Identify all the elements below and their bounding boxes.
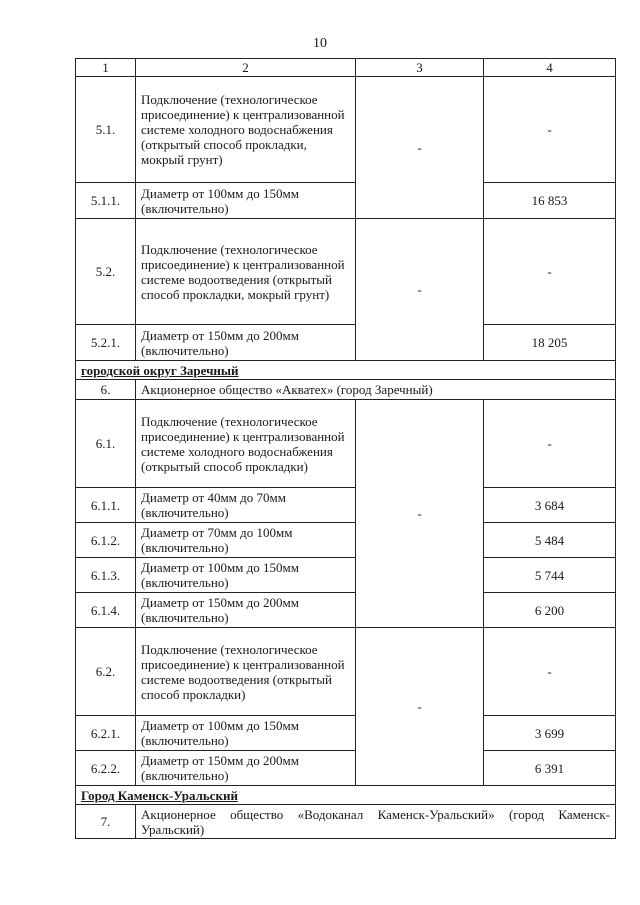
table-row xyxy=(76,628,616,716)
row-tariff-value: 5 484 xyxy=(484,523,616,558)
organization-row xyxy=(76,805,616,839)
row-number: 6.2.2. xyxy=(76,751,136,786)
row-number: 6.1.2. xyxy=(76,523,136,558)
row-number: 6.1.4. xyxy=(76,593,136,628)
row-col3-value: - xyxy=(356,400,484,628)
header-cell-4: 4 xyxy=(484,59,616,77)
row-number: 6.2. xyxy=(76,628,136,716)
row-description: Диаметр от 100мм до 150мм (включительно) xyxy=(136,558,356,593)
row-col4-value: - xyxy=(484,219,616,325)
row-col3-value: - xyxy=(356,219,484,361)
row-description: Диаметр от 100мм до 150мм (включительно) xyxy=(136,716,356,751)
table-row xyxy=(76,593,616,628)
row-tariff-value: 3 684 xyxy=(484,488,616,523)
tariff-table xyxy=(75,58,616,839)
row-number: 6.1. xyxy=(76,400,136,488)
row-description: Диаметр от 150мм до 200мм (включительно) xyxy=(136,751,356,786)
section-row xyxy=(76,786,616,805)
table-row xyxy=(76,183,616,219)
header-cell-3: 3 xyxy=(356,59,484,77)
row-description: Подключение (технологическое присоединение) к централизованной системе холодного водоснабжения (открытый способ прокладки) xyxy=(136,400,356,488)
row-number: 6. xyxy=(76,380,136,400)
row-col3-value: - xyxy=(356,77,484,219)
table-row xyxy=(76,400,616,488)
row-tariff-value: 3 699 xyxy=(484,716,616,751)
row-description: Подключение (технологическое присоединение) к централизованной системе холодного водоснабжения (открытый способ прокладки, мокрый грунт) xyxy=(136,77,356,183)
row-number: 5.1.1. xyxy=(76,183,136,219)
row-description: Диаметр от 70мм до 100мм (включительно) xyxy=(136,523,356,558)
section-title: Город Каменск-Уральский xyxy=(76,786,616,805)
table-row xyxy=(76,751,616,786)
row-description: Диаметр от 100мм до 150мм (включительно) xyxy=(136,183,356,219)
table-row xyxy=(76,488,616,523)
row-tariff-value: 18 205 xyxy=(484,325,616,361)
header-cell-2: 2 xyxy=(136,59,356,77)
row-description: Диаметр от 150мм до 200мм (включительно) xyxy=(136,325,356,361)
header-cell-1: 1 xyxy=(76,59,136,77)
table-row xyxy=(76,523,616,558)
row-number: 6.1.3. xyxy=(76,558,136,593)
row-description: Подключение (технологическое присоединение) к централизованной системе водоотведения (открытый способ прокладки, мокрый грунт) xyxy=(136,219,356,325)
table-row xyxy=(76,558,616,593)
row-number: 5.2. xyxy=(76,219,136,325)
row-description: Подключение (технологическое присоединение) к централизованной системе водоотведения (открытый способ прокладки) xyxy=(136,628,356,716)
table-row xyxy=(76,325,616,361)
organization-name: Акционерное общество «Акватех» (город Заречный) xyxy=(136,380,616,400)
page-number: 10 xyxy=(313,36,327,51)
row-description: Диаметр от 150мм до 200мм (включительно) xyxy=(136,593,356,628)
table-row xyxy=(76,77,616,183)
table-row xyxy=(76,219,616,325)
organization-name: Акционерное общество «Водоканал Каменск-Уральский» (город Каменск-Уральский) xyxy=(136,805,616,839)
row-number: 6.1.1. xyxy=(76,488,136,523)
row-tariff-value: 16 853 xyxy=(484,183,616,219)
table-header-row xyxy=(76,59,616,77)
row-number: 5.2.1. xyxy=(76,325,136,361)
row-col4-value: - xyxy=(484,628,616,716)
row-col4-value: - xyxy=(484,400,616,488)
row-tariff-value: 6 200 xyxy=(484,593,616,628)
row-col4-value: - xyxy=(484,77,616,183)
row-tariff-value: 5 744 xyxy=(484,558,616,593)
row-number: 5.1. xyxy=(76,77,136,183)
section-row xyxy=(76,361,616,380)
row-number: 6.2.1. xyxy=(76,716,136,751)
table-row xyxy=(76,716,616,751)
row-description: Диаметр от 40мм до 70мм (включительно) xyxy=(136,488,356,523)
section-title: городской округ Заречный xyxy=(76,361,616,380)
row-tariff-value: 6 391 xyxy=(484,751,616,786)
organization-row xyxy=(76,380,616,400)
row-col3-value: - xyxy=(356,628,484,786)
row-number: 7. xyxy=(76,805,136,839)
